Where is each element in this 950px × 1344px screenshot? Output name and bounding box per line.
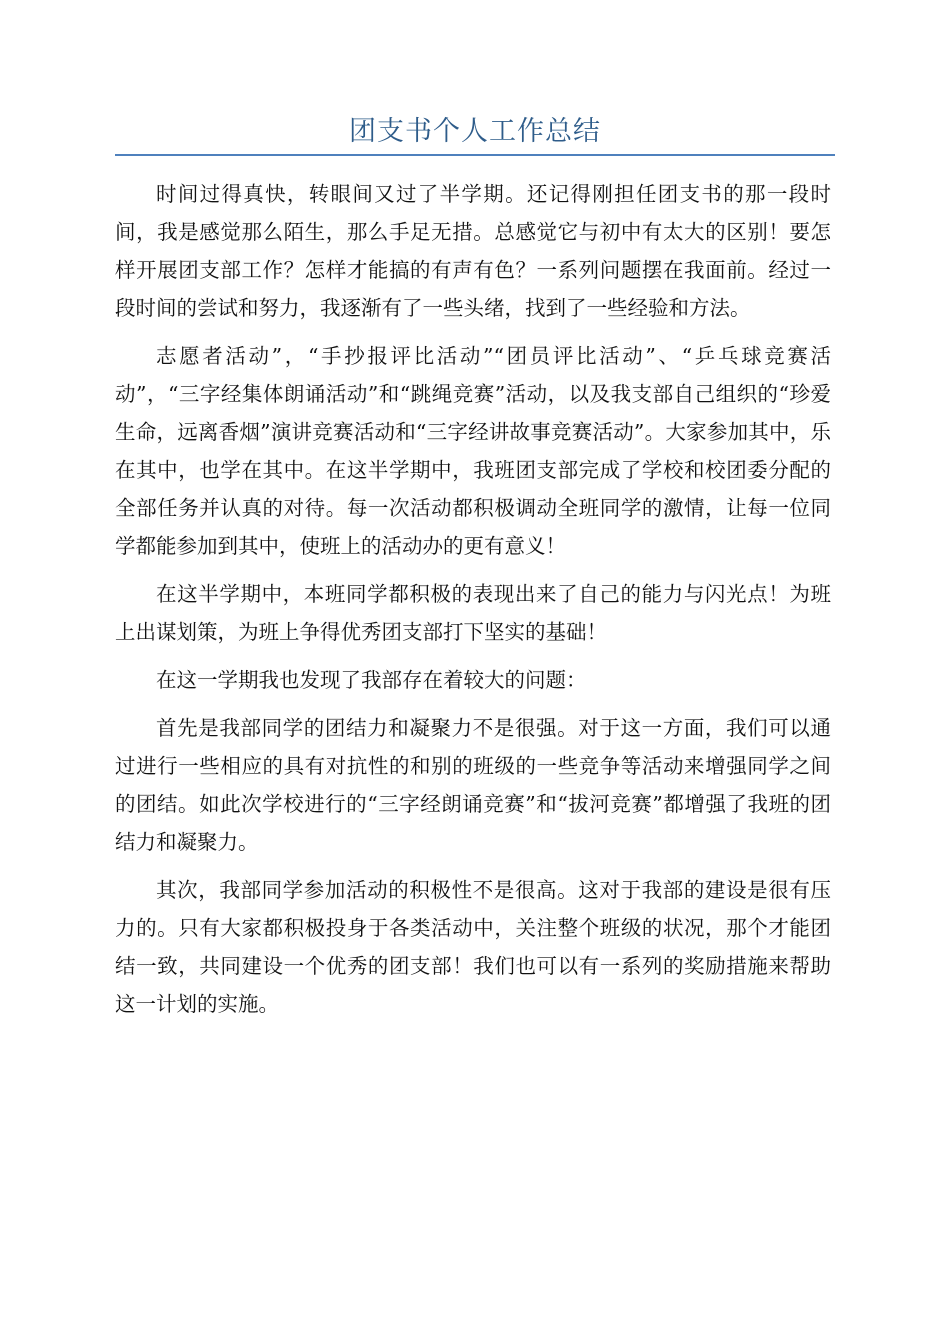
document-title: 团支书个人工作总结	[349, 116, 601, 147]
paragraph-4: 在这一学期我也发现了我部存在着较大的问题：	[156, 668, 587, 692]
document-body	[115, 175, 831, 1033]
paragraph-6: 其次，我部同学参加活动的积极性不是很高。这对于我部的建设是很有压力的。只有大家都积极投身于各类活动中，关注整个班级的状况，那个才能团结一致，共同建设一个优秀的团支部！我们也可以有一系列的奖励措施来帮助这一计划的实施。	[115, 878, 831, 1016]
title-underline	[115, 154, 835, 156]
paragraph-3: 在这半学期中，本班同学都积极的表现出来了自己的能力与闪光点！为班上出谋划策，为班上争得优秀团支部打下坚实的基础！	[115, 582, 831, 644]
paragraph-1: 时间过得真快，转眼间又过了半学期。还记得刚担任团支书的那一段时间，我是感觉那么陌生，那么手足无措。总感觉它与初中有太大的区别！要怎样开展团支部工作？怎样才能搞的有声有色？一系列问题摆在我面前。经过一段时间的尝试和努力，我逐渐有了一些头绪，找到了一些经验和方法。	[115, 182, 831, 320]
paragraph-2: 志愿者活动”，“手抄报评比活动”“团员评比活动”、“乒乓球竞赛活动”，“三字经集体朗诵活动”和“跳绳竞赛”活动，以及我支部自己组织的“珍爱生命，远离香烟”演讲竞赛活动和“三字经讲故事竞赛活动”。大家参加其中，乐在其中，也学在其中。在这半学期中，我班团支部完成了学校和校团委分配的全部任务并认真的对待。每一次活动都积极调动全班同学的激情，让每一位同学都能参加到其中，使班上的活动办的更有意义！	[115, 344, 831, 558]
paragraph-5: 首先是我部同学的团结力和凝聚力不是很强。对于这一方面，我们可以通过进行一些相应的具有对抗性的和别的班级的一些竞争等活动来增强同学之间的团结。如此次学校进行的“三字经朗诵竞赛”和“拔河竞赛”都增强了我班的团结力和凝聚力。	[115, 716, 831, 854]
title-container	[115, 112, 835, 152]
